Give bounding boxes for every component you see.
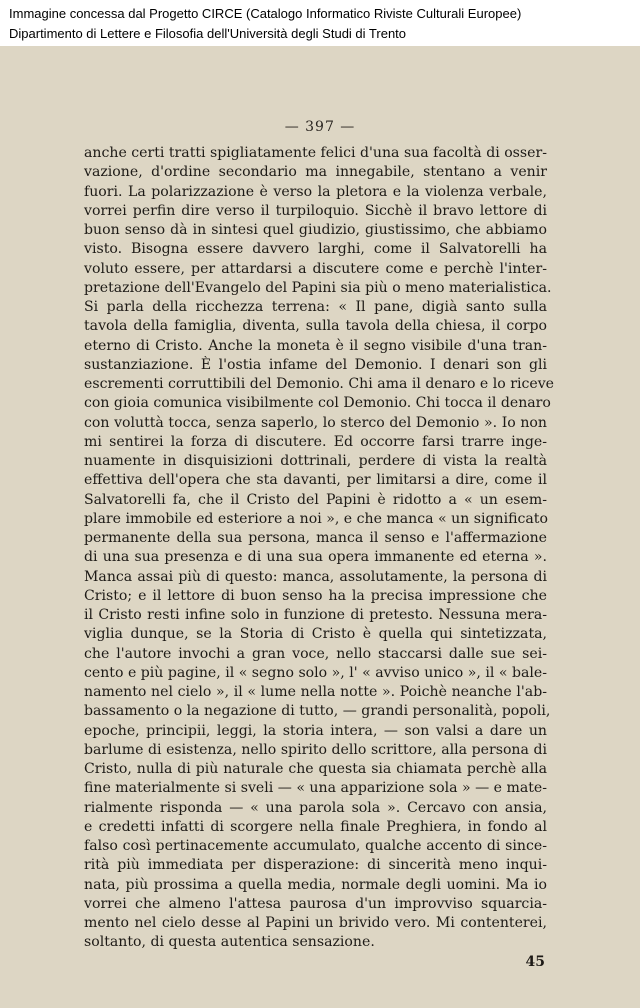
text-line: con gioia comunica visibilmente col Demonio. Chi tocca il denaro xyxy=(84,395,551,412)
text-line: effettiva dell'opera che sta davanti, per limitarsi a dire, come il xyxy=(84,472,547,489)
text-line: eterno di Cristo. Anche la moneta è il segno visibile d'una tran- xyxy=(84,337,547,354)
text-line: con voluttà tocca, senza saperlo, lo sterco del Demonio ». Io non xyxy=(84,414,547,431)
text-line: falso così pertinacemente accumulato, qualche accento di since- xyxy=(84,838,547,854)
text-line: mento nel cielo desse al Papini un brivido vero. Mi contenterei, xyxy=(84,915,547,931)
text-line: soltanto, di questa autentica sensazione. xyxy=(84,934,375,951)
text-line: Cristo, nulla di più naturale che questa sia chiamata perchè alla xyxy=(84,761,547,777)
body-text xyxy=(84,144,555,953)
text-line: vorrei perfin dire verso il turpiloquio. Sicchè il bravo lettore di xyxy=(84,202,547,219)
text-line: pretazione dell'Evangelo del Papini sia più o meno materialistica. xyxy=(84,279,552,296)
text-line: Manca assai più di questo: manca, assolutamente, la persona di xyxy=(84,568,547,585)
text-line: bassamento o la negazione di tutto, — grandi personalità, popoli, xyxy=(84,703,551,720)
text-line: e credetti infatti di scorgere nella finale Preghiera, in fondo al xyxy=(84,818,547,835)
text-line: voluto essere, per attardarsi a discutere come e perchè l'inter- xyxy=(84,260,547,277)
text-line: Salvatorelli fa, che il Cristo del Papini è ridotto a « un esem- xyxy=(84,491,547,508)
text-line: cento e più pagine, il « segno solo », l' « avviso unico », il « bale- xyxy=(84,664,547,681)
text-line: plare immobile ed esteriore a noi », e che manca « un significato xyxy=(84,510,548,527)
text-line: escrementi corruttibili del Demonio. Chi ama il denaro e lo riceve xyxy=(84,376,555,392)
text-line: visto. Bisogna essere davvero larghi, come il Salvatorelli ha xyxy=(84,241,547,258)
image-credit-banner xyxy=(0,0,640,46)
text-line: rità più immediata per disperazione: di sincerità meno inqui- xyxy=(84,857,547,874)
text-line: di una sua presenza e di una sua opera immanente ed eterna ». xyxy=(84,549,547,566)
text-line: permanente della sua persona, manca il senso e l'affermazione xyxy=(84,530,547,546)
text-line: Cristo; e il lettore di buon senso ha la precisa impressione che xyxy=(84,587,547,604)
text-line: mi sentirei la forza di discutere. Ed occorre farsi trarre inge- xyxy=(84,433,547,450)
text-line: anche certi tratti spigliatamente felici d'una sua facoltà di osser- xyxy=(84,145,547,161)
text-line: vazione, d'ordine secondario ma innegabile, stentano a venir xyxy=(84,164,547,181)
text-line: viglia dunque, se la Storia di Cristo è quella qui sintetizzata, xyxy=(84,626,547,643)
text-line: Si parla della ricchezza terrena: « Il pane, digià santo sulla xyxy=(84,299,547,315)
folio-number: 45 xyxy=(525,954,545,970)
text-line: epoche, principii, leggi, la storia intera, — son valsi a dare un xyxy=(84,722,547,739)
credit-line-1: Immagine concessa dal Progetto CIRCE (Catalogo Informatico Riviste Culturali Europee) xyxy=(9,6,522,21)
text-line: rialmente risponda — « una parola sola ». Cercavo con ansia, xyxy=(84,799,547,816)
text-line: namento nel cielo », il « lume nella notte ». Poichè neanche l'ab- xyxy=(84,684,547,700)
text-line: vorrei che almeno l'attesa paurosa d'un improvviso squarcia- xyxy=(84,895,547,912)
text-line: sustanziazione. È l'ostia infame del Demonio. I denari son gli xyxy=(84,356,547,373)
text-line: nuamente in disquisizioni dottrinali, perdere di vista la realtà xyxy=(84,453,547,469)
text-line: fine materialmente si sveli — « una apparizione sola » — e mate- xyxy=(84,780,548,797)
credit-line-2: Dipartimento di Lettere e Filosofia dell'Università degli Studi di Trento xyxy=(9,26,407,41)
text-line: fuori. La polarizzazione è verso la pletora e la violenza verbale, xyxy=(84,183,547,200)
text-line: il Cristo resti infine solo in funzione di pretesto. Nessuna mera- xyxy=(84,607,547,623)
page-number: — 397 — xyxy=(284,119,356,135)
text-line: nata, più prossima a quella media, normale degli uomini. Ma io xyxy=(84,876,547,893)
text-line: barlume di esistenza, nello spirito dello scrittore, alla persona di xyxy=(84,741,547,758)
text-line: tavola della famiglia, diventa, sulla tavola della chiesa, il corpo xyxy=(84,318,547,335)
scanned-page xyxy=(0,46,640,1008)
text-line: buon senso dà in sintesi quel giudizio, giustissimo, che abbiamo xyxy=(84,222,547,238)
text-line: che l'autore invochi a gran voce, nello staccarsi dalle sue sei- xyxy=(84,645,547,662)
